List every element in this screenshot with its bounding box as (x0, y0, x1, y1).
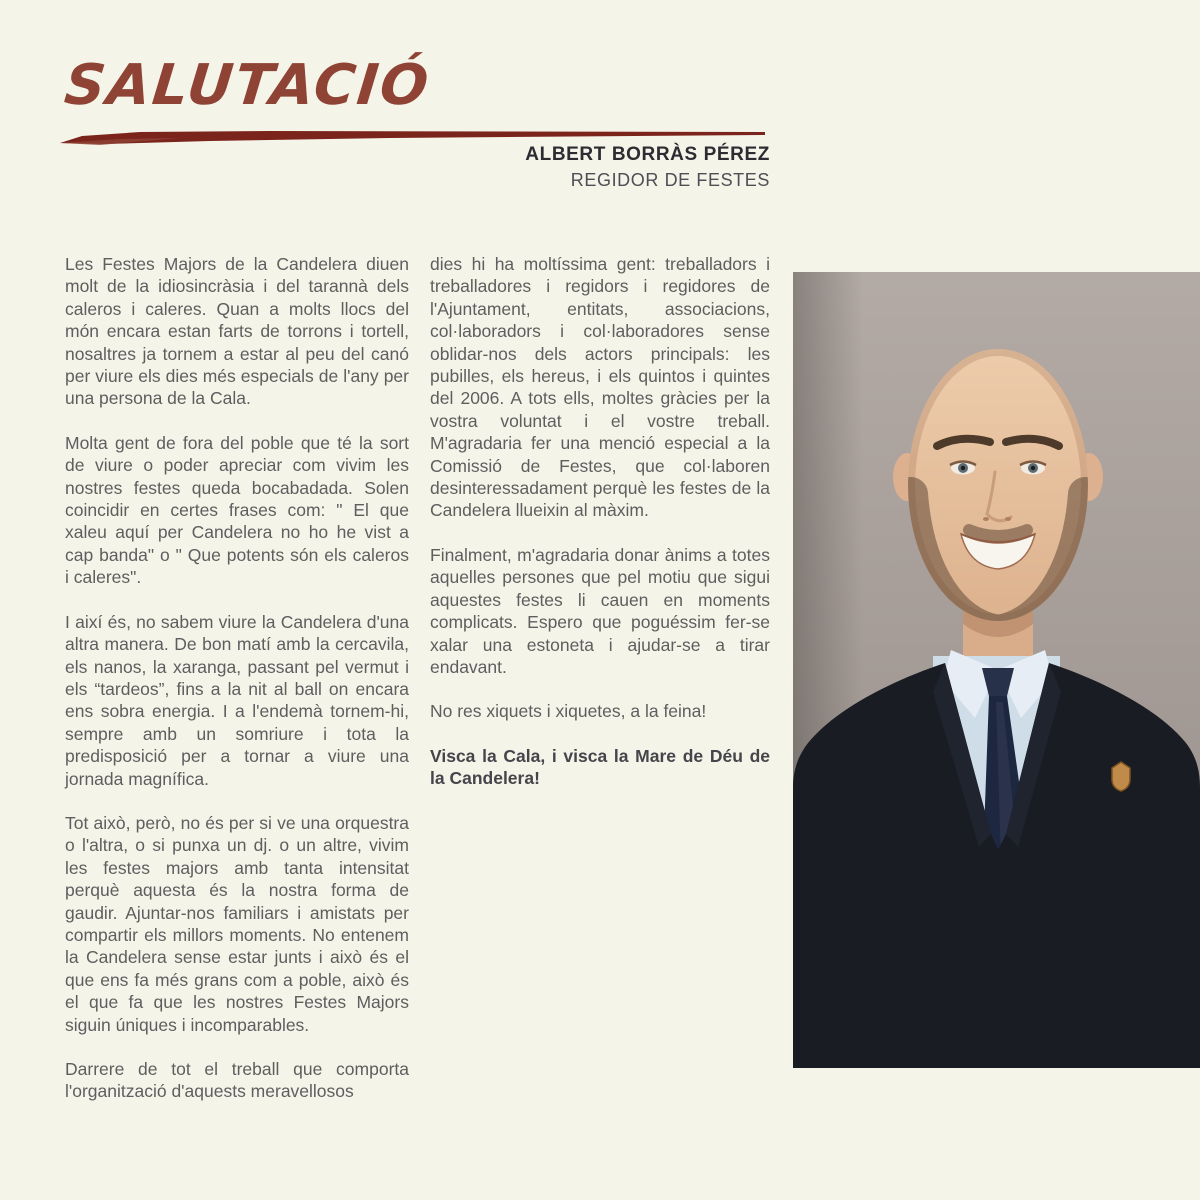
author-role: REGIDOR DE FESTES (570, 170, 770, 190)
paragraph: I així és, no sabem viure la Candelera d'una altra manera. De bon matí amb la cercavila, els nanos, la xaranga, passant pel vermut i els “tardeos”, fins a la nit al ball on encara ens sobra energia. I a l'endemà tornem-hi, sempre amb un somriure i tota la predisposició per a tornar a viure una jornada magnífica. (65, 611, 409, 789)
lapel-pin (1112, 762, 1130, 791)
paragraph: Tot això, però, no és per si ve una orquestra o l'altra, o si punxa un dj. o un altre, vivim les festes majors amb tanta intensitat perquè aquesta és la nostra forma de gaudir. Ajuntar-nos familiars i amistats per compartir els millors moments. No entenem la Candelera sense estar junts i això és el que ens fa més grans com a poble, això és el que fa que les nostres Festes Majors siguin úniques i incomparables. (65, 812, 409, 1035)
page-title: SALUTACIÓ (61, 53, 434, 118)
closing-salute: Visca la Cala, i visca la Mare de Déu de la Candelera! (430, 745, 770, 789)
text-column-1 (65, 253, 409, 1125)
paragraph: Les Festes Majors de la Candelera diuen molt de la idiosincràsia i del tarannà dels caleros i caleres. Quan a molts llocs del món encara estan farts de torrons i tortell, nosaltres ja tornem a estar al peu del canó per viure els dies més especials de l'any per una persona de la Cala. (65, 254, 409, 409)
text-column-2 (430, 253, 770, 812)
paragraph: Finalment, m'agradaria donar ànims a totes aquelles persones que pel motiu que sigui aquestes festes li cauen en moments complicats. Espero que poguéssim fer-se xalar una estoneta i ajudar-se a tirar endavant. (430, 544, 770, 677)
portrait-illustration (793, 272, 1200, 1068)
paragraph: Darrere de tot el treball que comporta l'organització d'aquests meravellosos (65, 1059, 409, 1102)
paragraph: dies hi ha moltíssima gent: treballadors i treballadores i regidors i regidores de l'Ajuntament, entitats, associacions, col·laboradors i col·laboradores sense oblidar-nos dels actors principals: les pubilles, els hereus, i els quintos i quintes del 2006. A tots ells, moltes gràcies per la vostra voluntat i el vostre treball. M'agradaria fer una menció especial a la Comissió de Festes, que col·laboren desinteressadament perquè les festes de la Candelera llueixin al màxim. (430, 254, 770, 521)
author-name: ALBERT BORRÀS PÉREZ (525, 144, 770, 165)
author-block (430, 144, 770, 191)
portrait-photo (793, 272, 1200, 1068)
paragraph: Molta gent de fora del poble que té la sort de viure o poder apreciar com vivim les nostres festes queda bocabadada. Solen coincidir en certes frases com: " El que xaleu aquí per Candelera no ho he vist a cap banda" o " Que potents són els caleros i caleres". (65, 432, 409, 588)
paragraph: No res xiquets i xiquetes, a la feina! (430, 701, 707, 722)
